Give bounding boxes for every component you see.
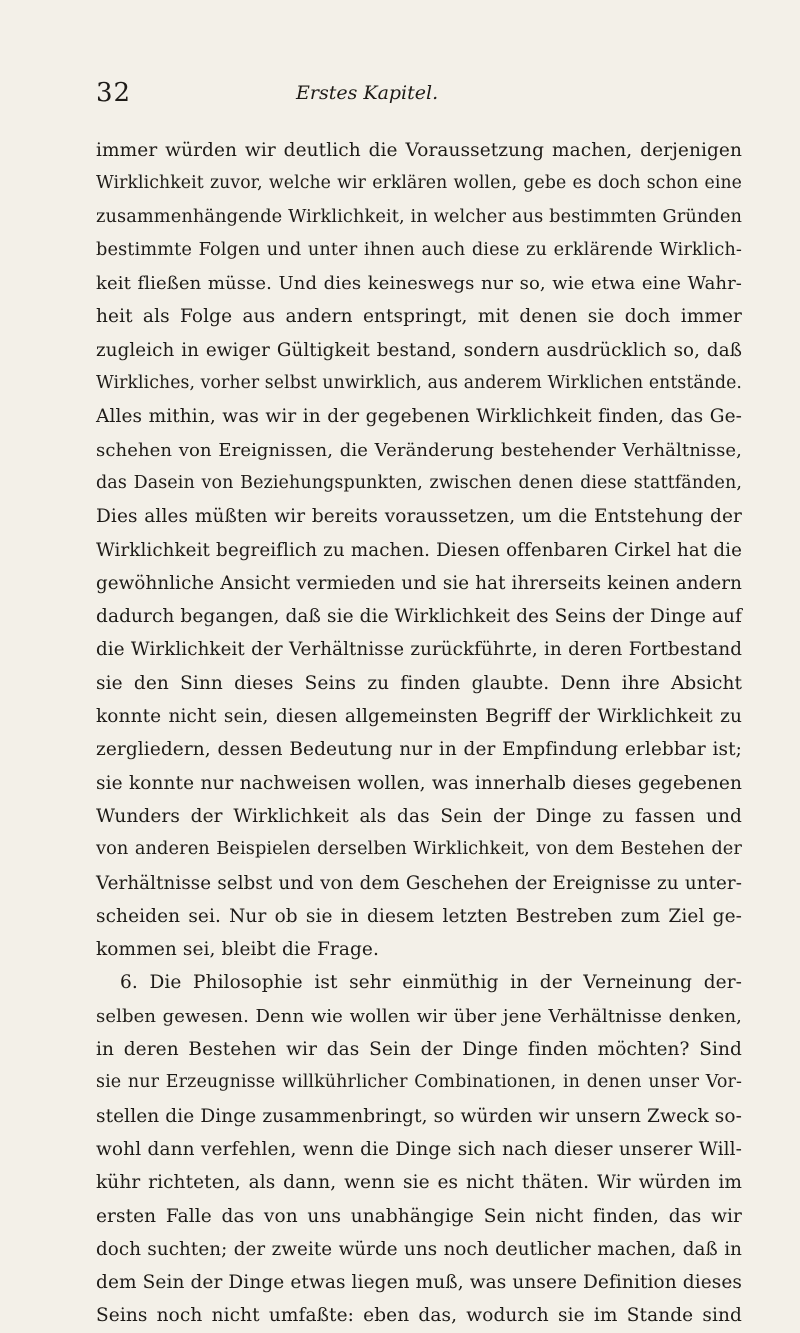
page-number: 32 [96,78,132,108]
text-line: kühr richteten, als dann, wenn sie es nicht thäten. Wir würden im [96,1172,742,1194]
section-start-line: 6. Die Philosophie ist sehr einmüthig in der Verneinung der- [120,972,742,994]
text-line: zugleich in ewiger Gültigkeit bestand, sondern ausdrücklich so, daß [96,339,742,361]
text-line: bestimmte Folgen und unter ihnen auch diese zu erklärende Wirklich- [96,239,742,260]
text-line: dadurch begangen, daß sie die Wirklichkeit des Seins der Dinge auf [96,606,743,628]
text-line: heit als Folge aus andern entspringt, mit denen sie doch immer [96,306,742,328]
text-line: die Wirklichkeit der Verhältnisse zurückführte, in deren Fortbestand [96,639,742,661]
text-line: ersten Falle das von uns unabhängige Sein nicht finden, das wir [96,1205,742,1227]
text-line: Seins noch nicht umfaßte: eben das, wodurch sie im Stande sind [96,1305,742,1327]
text-line: Wirklichkeit begreiflich zu machen. Diesen offenbaren Cirkel hat die [96,539,742,561]
text-line: Verhältnisse selbst und von dem Geschehen der Ereignisse zu unter- [96,872,742,894]
text-line: in deren Bestehen wir das Sein der Dinge finden möchten? Sind [96,1039,742,1061]
text-line: Wirkliches, vorher selbst unwirklich, aus anderem Wirklichen entstände. [96,373,742,394]
text-line: Wirklichkeit zuvor, welche wir erklären wollen, gebe es doch schon eine [96,173,742,194]
text-line: zergliedern, dessen Bedeutung nur in der Empfindung erlebbar ist; [96,739,742,761]
running-head: Erstes Kapitel. [296,82,439,104]
text-line: das Dasein von Beziehungspunkten, zwischen denen diese stattfänden, [96,472,742,493]
text-line: selben gewesen. Denn wie wollen wir über jene Verhältnisse denken, [96,1005,742,1027]
text-line: doch suchten; der zweite würde uns noch deutlicher machen, daß in [96,1238,742,1260]
body-text [96,134,742,1333]
text-line: gewöhnliche Ansicht vermieden und sie hat ihrerseits keinen andern [96,572,742,594]
text-line: Wunders der Wirklichkeit als das Sein der Dinge zu fassen und [96,805,742,827]
text-line: zusammenhängende Wirklichkeit, in welcher aus bestimmten Gründen [96,206,742,227]
text-line: schehen von Ereignissen, die Veränderung bestehender Verhältnisse, [96,439,742,461]
text-line: Dies alles müßten wir bereits voraussetzen, um die Entstehung der [96,506,742,528]
text-line: sie den Sinn dieses Seins zu finden glaubte. Denn ihre Absicht [96,672,742,694]
text-line: keit fließen müsse. Und dies keineswegs nur so, wie etwa eine Wahr- [96,273,742,295]
text-line: scheiden sei. Nur ob sie in diesem letzten Bestreben zum Ziel ge- [96,905,742,927]
text-line: dem Sein der Dinge etwas liegen muß, was unsere Definition dieses [96,1272,742,1294]
text-line: wohl dann verfehlen, wenn die Dinge sich nach dieser unserer Will- [96,1138,742,1160]
text-line: sie konnte nur nachweisen wollen, was innerhalb dieses gegebenen [96,772,742,794]
text-line: immer würden wir deutlich die Voraussetzung machen, derjenigen [96,140,742,161]
page-header [96,78,742,112]
text-line: kommen sei, bleibt die Frage. [96,939,379,961]
text-line: konnte nicht sein, diesen allgemeinsten Begriff der Wirklichkeit zu [96,706,742,728]
text-line: sie nur Erzeugnisse willkührlicher Combinationen, in denen unser Vor- [96,1072,742,1093]
text-line: von anderen Beispielen derselben Wirklichkeit, von dem Bestehen der [96,839,742,860]
text-line: stellen die Dinge zusammenbringt, so würden wir unsern Zweck so- [96,1105,742,1127]
text-line: Alles mithin, was wir in der gegebenen Wirklichkeit finden, das Ge- [96,406,742,428]
